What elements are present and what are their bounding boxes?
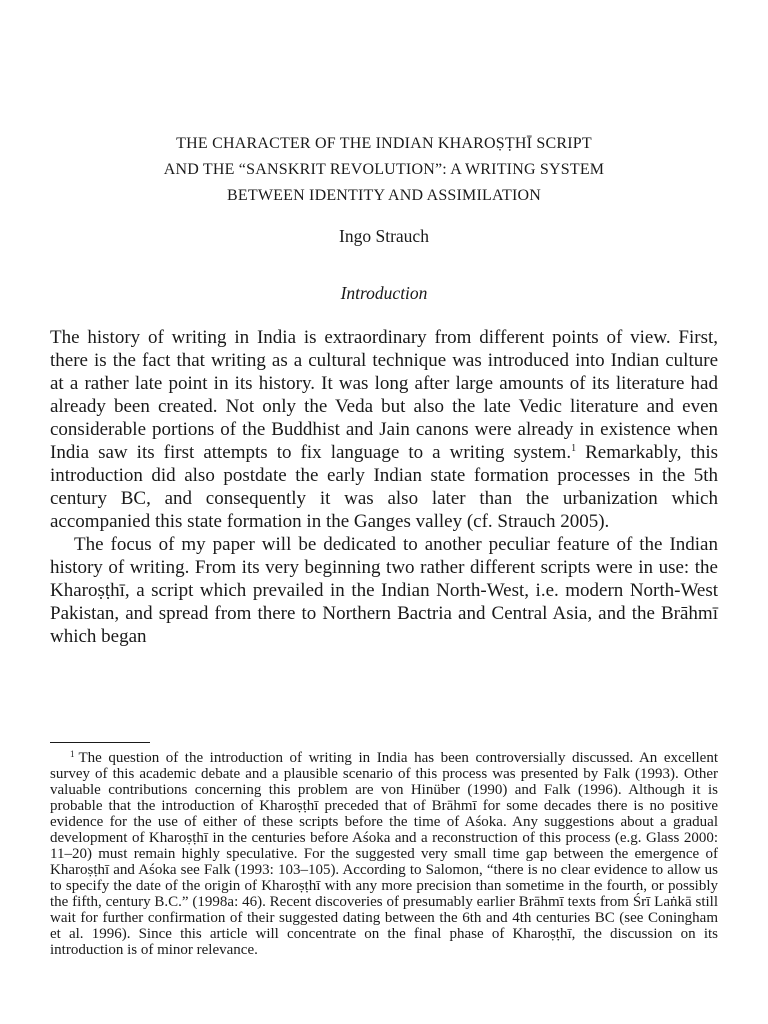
title-line-1: THE CHARACTER OF THE INDIAN KHAROṢṬHĪ SCRIPT [176,135,592,152]
footnote-text: The question of the introduction of writing in India has been controversially discussed. An excellent survey of this academic debate and a plausible scenario of this process was presented by Falk (1993). Other valuable contributions concerning this problem are von Hinüber (1990) and Falk (1996). Although it is probable that the introduction of Kharoṣṭhī preceded that of Brāhmī for some decades there is no positive evidence for the use of either of these scripts before the time of Aśoka. Any suggestions about a gradual development of Kharoṣṭhī in the centuries before Aśoka and a reconstruction of this process (e.g. Glass 2000: 11–20) must remain highly speculative. For the suggested very small time gap between the emergence of Kharoṣṭhī and Aśoka see Falk (1993: 103–105). According to Salomon, “there is no clear evidence to allow us to specify the date of the origin of Kharoṣṭhī with any more precision than sometime in the fourth, or possibly the fifth, century B.C.” (1998a: 46). Recent discoveries of presumably earlier Brāhmī texts from Śrī Laṅkā still wait for further confirmation of their suggested dating between the 6th and 4th centuries BC (see Coningham et al. 1996). Since this article will concentrate on the final phase of Kharoṣṭhī, the discussion on its introduction is of minor relevance. [50,750,718,958]
footnote-marker: 1 [70,749,75,759]
footnote-divider [50,742,150,743]
author-name: Ingo Strauch [339,226,429,246]
title-line-2: AND THE “SANSKRIT REVOLUTION”: A WRITING SYSTEM [163,161,605,178]
title-line-3: BETWEEN IDENTITY AND ASSIMILATION [227,187,541,204]
footnote-reference-1[interactable]: 1 [571,443,577,454]
article-title [0,131,768,209]
footnotes [50,750,718,958]
body-text [50,326,718,648]
body-paragraph-1 [50,326,718,533]
body-paragraph-2: The focus of my paper will be dedicated to another peculiar feature of the Indian history of writing. From its very beginning two rather different scripts were in use: the Kharoṣṭhī, a script which prevailed in the Indian North-West, i.e. modern North-West Pakistan, and spread from there to Northern Bactria and Central Asia, and the Brāhmī which began [50,534,718,647]
paragraph-1-text-a: The history of writing in India is extraordinary from different points of view. First, there is the fact that writing as a cultural technique was introduced into Indian culture at a rather late point in its history. It was long after large amounts of its literature had already been created. Not only the Veda but also the late Vedic literature and even considerable portions of the Buddhist and Jain canons were already in existence when India saw its first attempts to fix language to a writing system. [50,327,718,463]
paragraph-1-text-b: Remarkably, this introduction did also postdate the early Indian state formation processes in the 5th century BC, and consequently it was also later than the urbanization which accompanied this state formation in the Ganges valley (cf. Strauch 2005). [50,442,719,532]
footnote-1 [50,750,718,958]
section-heading-introduction: Introduction [340,283,428,303]
